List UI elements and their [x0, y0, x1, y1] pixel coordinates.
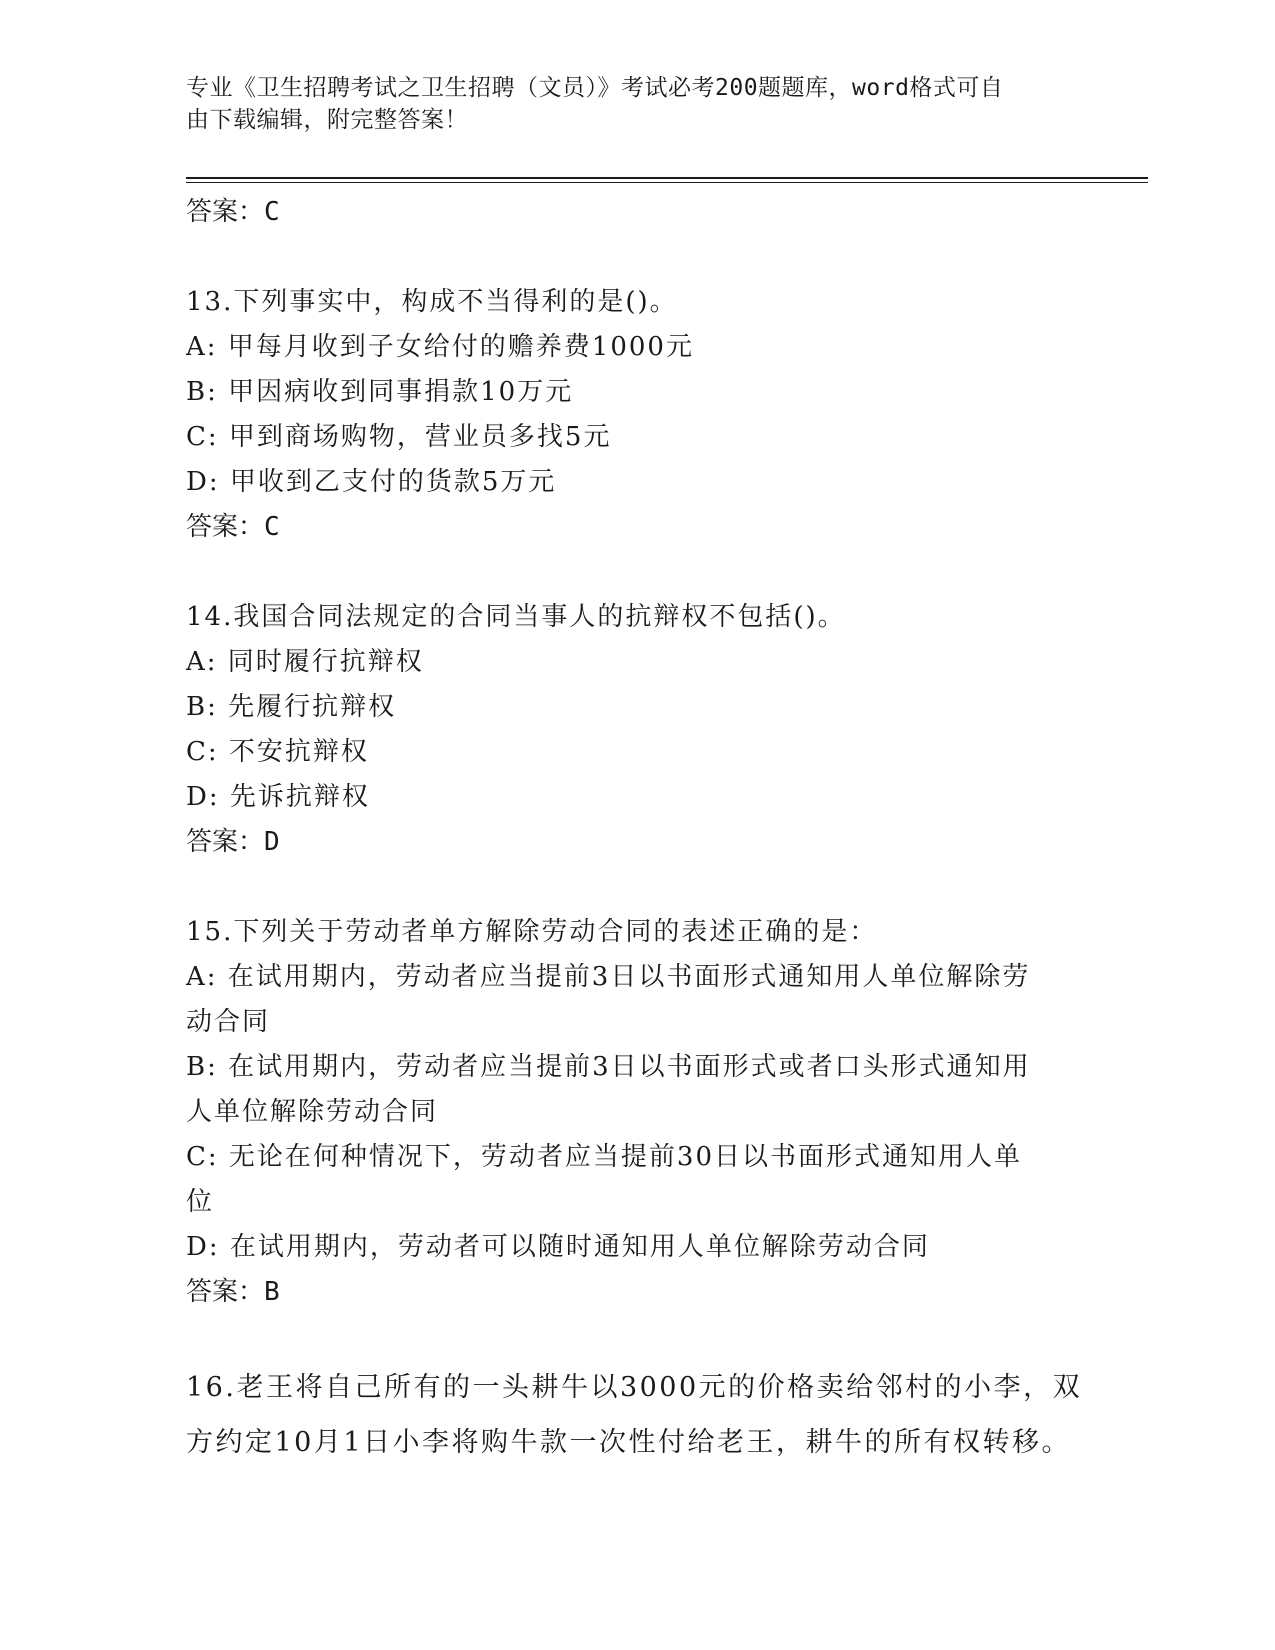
option-c: C: 不安抗辩权	[186, 737, 369, 767]
option-a: A: 在试用期内，劳动者应当提前3日以书面形式通知用人单位解除劳	[186, 962, 1031, 992]
option-d: D: 甲收到乙支付的货款5万元	[186, 467, 557, 497]
option-b: B: 在试用期内，劳动者应当提前3日以书面形式或者口头形式通知用	[186, 1052, 1031, 1082]
option-c: C: 甲到商场购物，营业员多找5元	[186, 422, 612, 452]
header-divider-thick	[186, 177, 1148, 179]
option-c: C: 无论在何种情况下，劳动者应当提前30日以书面形式通知用人单	[186, 1142, 1023, 1172]
question-stem: 14.我国合同法规定的合同当事人的抗辩权不包括()。	[186, 602, 846, 632]
option-a: A: 甲每月收到子女给付的赡养费1000元	[186, 332, 694, 362]
option-a-continued: 动合同	[186, 1007, 271, 1037]
option-a: A: 同时履行抗辩权	[186, 647, 424, 677]
option-d: D: 在试用期内，劳动者可以随时通知用人单位解除劳动合同	[186, 1232, 930, 1262]
question-16	[186, 1360, 1086, 1470]
question-13	[186, 280, 1086, 549]
question-15	[186, 910, 1086, 1314]
option-b: B: 甲因病收到同事捐款10万元	[186, 377, 574, 407]
header-divider-thin	[186, 182, 1148, 183]
question-stem: 15.下列关于劳动者单方解除劳动合同的表述正确的是：	[186, 917, 878, 947]
question-stem: 13.下列事实中，构成不当得利的是()。	[186, 287, 678, 317]
option-b-continued: 人单位解除劳动合同	[186, 1097, 439, 1127]
option-d: D: 先诉抗辩权	[186, 782, 370, 812]
question-stem-continued: 方约定10月1日小李将购牛款一次性付给老王，耕牛的所有权转移。	[186, 1427, 1072, 1458]
option-b: B: 先履行抗辩权	[186, 692, 397, 722]
answer: 答案：D	[186, 827, 280, 857]
header-line: 专业《卫生招聘考试之卫生招聘（文员）》考试必考200题题库，word格式可自	[186, 75, 1004, 101]
question-stem: 16.老王将自己所有的一头耕牛以3000元的价格卖给邻村的小李，双	[186, 1372, 1083, 1403]
document-header	[186, 72, 1066, 136]
answer: 答案：B	[186, 1277, 280, 1307]
header-line: 由下载编辑，附完整答案！	[186, 107, 468, 133]
answer: 答案：C	[186, 512, 280, 542]
previous-answer: 答案：C	[186, 197, 280, 227]
option-c-continued: 位	[186, 1187, 215, 1217]
question-list	[186, 190, 1086, 1470]
question-14	[186, 595, 1086, 864]
